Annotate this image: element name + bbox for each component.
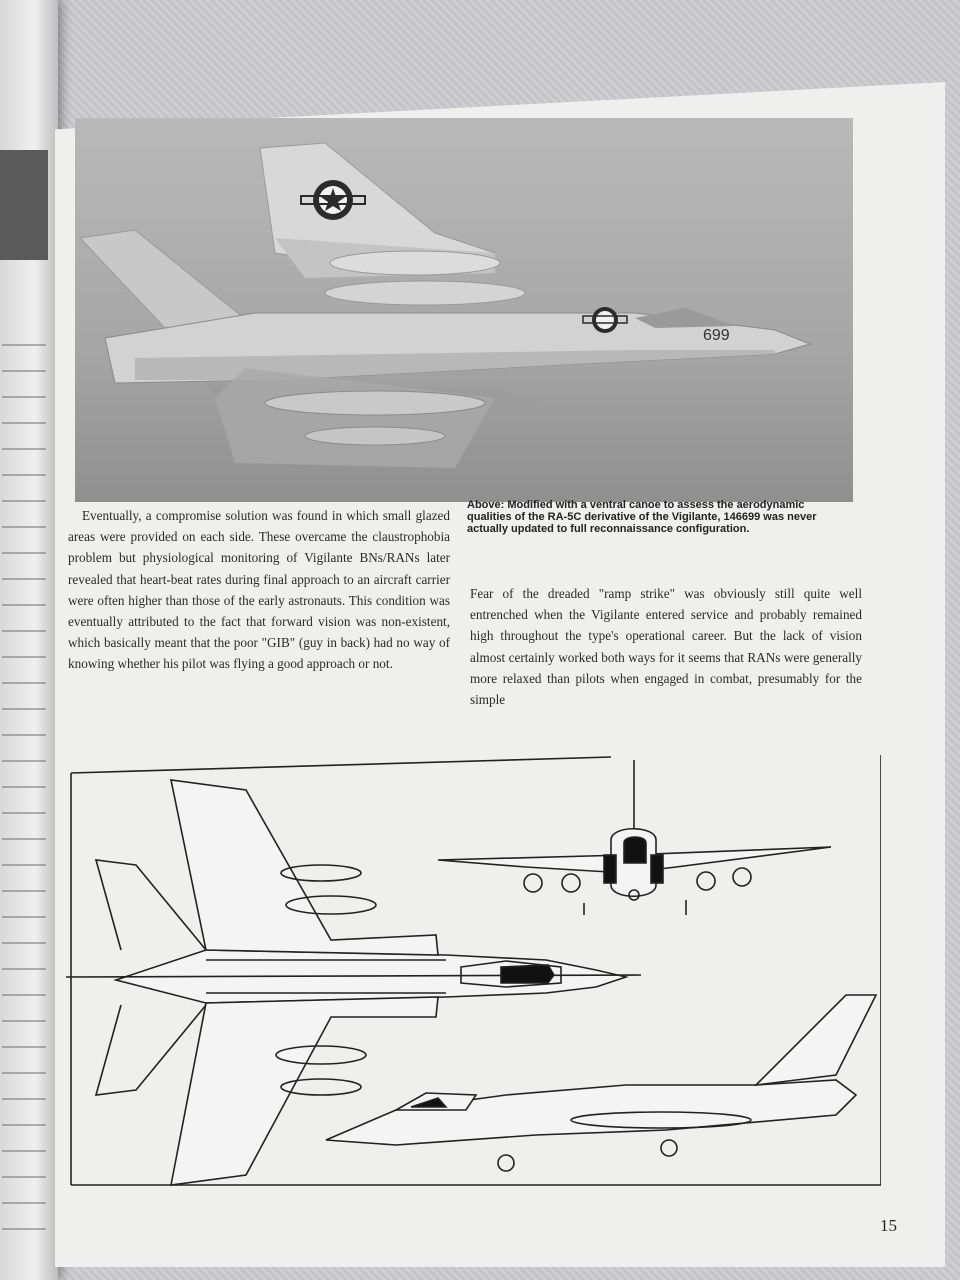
page-number: 15 [880, 1216, 897, 1235]
facing-page [0, 0, 58, 1280]
body-text-left: Eventually, a compromise solution was found in which small glazed areas were provided on each side. These overcame the claustrophobia problem but physiological monitoring of Vigilante BNs/RANs later revealed that heart-beat rates during final approach to an aircraft carrier were often higher than those of the early astronauts. This condition was eventually attributed to the fact that forward vision was non-existent, which basically meant that the poor "GIB" (guy in back) had no way of knowing whether his pilot was flying a good approach or not. [68, 508, 450, 672]
facing-page-text-edge [2, 330, 46, 1230]
aircraft-number: 699 [703, 327, 730, 344]
aircraft-photo [75, 118, 853, 502]
photo-caption: Above: Modified with a ventral canoe to assess the aerodynamic qualities of the RA-5C derivative of the Vigilante, 146699 was never actually updated to full reconnaissance configuration. [467, 499, 817, 535]
three-view-drawing [66, 755, 881, 1195]
facing-page-photo-edge [0, 150, 48, 260]
body-text-right: Fear of the dreaded "ramp strike" was obviously still quite well entrenched when the Vigilante entered service and probably remained high throughout the type's operational career. But the lack of vision almost certainly worked both ways for it seems that RANs were generally more relaxed than pilots when engaged in combat, presumably for the simple [470, 586, 862, 708]
